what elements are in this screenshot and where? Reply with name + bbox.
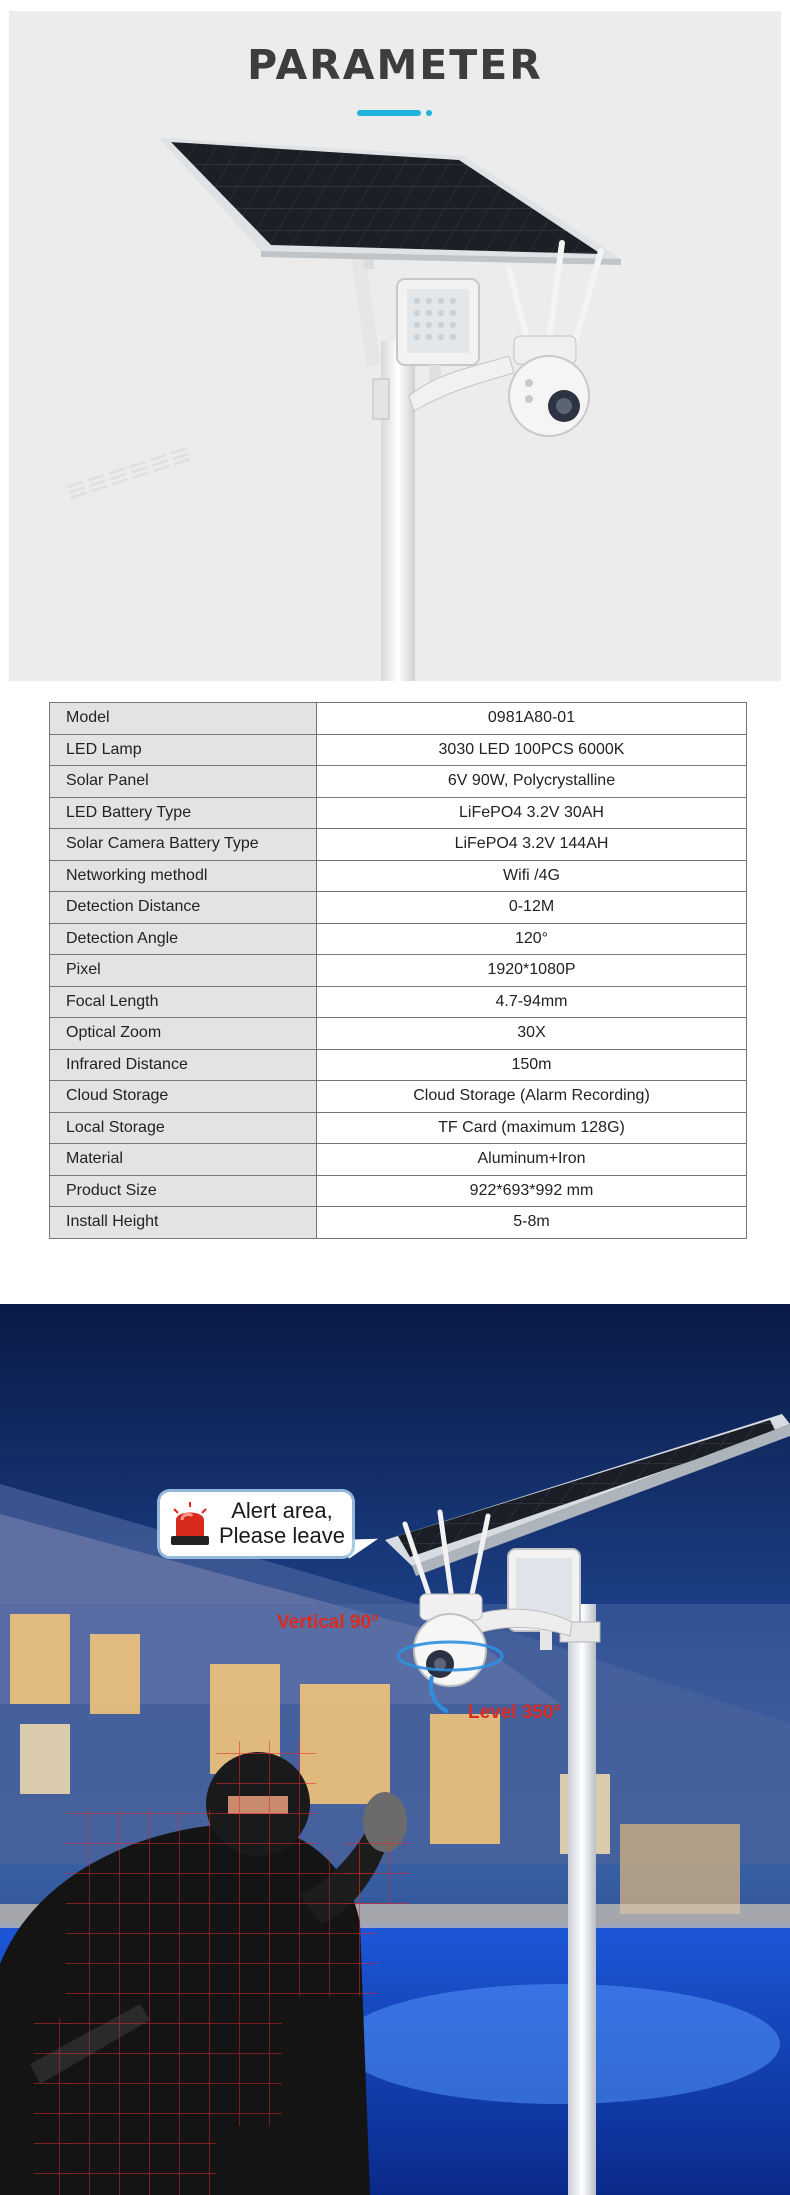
table-row <box>50 1175 747 1207</box>
alert-line-1: Alert area, <box>231 1498 333 1523</box>
spec-value: Aluminum+Iron <box>317 1144 747 1176</box>
spec-value: 120° <box>317 923 747 955</box>
title-dot <box>426 110 432 116</box>
table-row <box>50 1081 747 1113</box>
spec-label: Cloud Storage <box>50 1081 317 1113</box>
table-row <box>50 703 747 735</box>
spec-value: Cloud Storage (Alarm Recording) <box>317 1081 747 1113</box>
scene-pole <box>568 1604 596 2195</box>
spec-value: 0-12M <box>317 892 747 924</box>
vertical-rotation-label: Vertical 90° <box>277 1612 379 1633</box>
spec-table <box>49 702 747 1239</box>
spec-value: 5-8m <box>317 1207 747 1239</box>
alert-bubble <box>160 1492 352 1556</box>
spec-value: LiFePO4 3.2V 144AH <box>317 829 747 861</box>
spec-value: 150m <box>317 1049 747 1081</box>
title-underline <box>357 110 421 116</box>
table-row <box>50 986 747 1018</box>
spec-value: 4.7-94mm <box>317 986 747 1018</box>
spec-label: Focal Length <box>50 986 317 1018</box>
spec-label: Solar Camera Battery Type <box>50 829 317 861</box>
spec-label: Model <box>50 703 317 735</box>
parameter-hero <box>9 11 781 681</box>
table-row <box>50 829 747 861</box>
spec-label: Infrared Distance <box>50 1049 317 1081</box>
spec-value: 6V 90W, Polycrystalline <box>317 766 747 798</box>
table-row <box>50 923 747 955</box>
spec-label: LED Battery Type <box>50 797 317 829</box>
svg-text:≡≡≡≡≡≡: ≡≡≡≡≡≡ <box>61 438 196 508</box>
table-row <box>50 766 747 798</box>
table-row <box>50 860 747 892</box>
spec-label: Detection Angle <box>50 923 317 955</box>
table-row <box>50 1207 747 1239</box>
table-row <box>50 892 747 924</box>
spec-value: TF Card (maximum 128G) <box>317 1112 747 1144</box>
spec-value: 1920*1080P <box>317 955 747 987</box>
spec-value: Wifi /4G <box>317 860 747 892</box>
spec-value: 30X <box>317 1018 747 1050</box>
siren-icon <box>168 1500 212 1548</box>
table-row <box>50 797 747 829</box>
table-row <box>50 1144 747 1176</box>
table-row <box>50 734 747 766</box>
table-row <box>50 955 747 987</box>
spec-label: Local Storage <box>50 1112 317 1144</box>
solar-panel-icon <box>159 138 621 265</box>
spec-label: Optical Zoom <box>50 1018 317 1050</box>
ptz-camera-icon <box>509 336 589 436</box>
spec-label: Networking methodl <box>50 860 317 892</box>
spec-label: LED Lamp <box>50 734 317 766</box>
table-row <box>50 1049 747 1081</box>
spec-value: LiFePO4 3.2V 30AH <box>317 797 747 829</box>
table-row <box>50 1112 747 1144</box>
spec-label: Solar Panel <box>50 766 317 798</box>
spec-value: 922*693*992 mm <box>317 1175 747 1207</box>
night-scene-image <box>0 1304 790 2195</box>
spec-label: Detection Distance <box>50 892 317 924</box>
spec-label: Install Height <box>50 1207 317 1239</box>
page-title: PARAMETER <box>247 41 543 89</box>
alert-line-2: Please leave <box>219 1523 345 1548</box>
level-rotation-label: Level 350° <box>468 1702 562 1723</box>
spec-value: 3030 LED 100PCS 6000K <box>317 734 747 766</box>
table-row <box>50 1018 747 1050</box>
spec-label: Pixel <box>50 955 317 987</box>
security-scene <box>0 1304 790 2195</box>
spec-value: 0981A80-01 <box>317 703 747 735</box>
spec-label: Material <box>50 1144 317 1176</box>
spec-label: Product Size <box>50 1175 317 1207</box>
ptz-camera-icon <box>414 1594 486 1686</box>
alert-message <box>212 1498 352 1548</box>
